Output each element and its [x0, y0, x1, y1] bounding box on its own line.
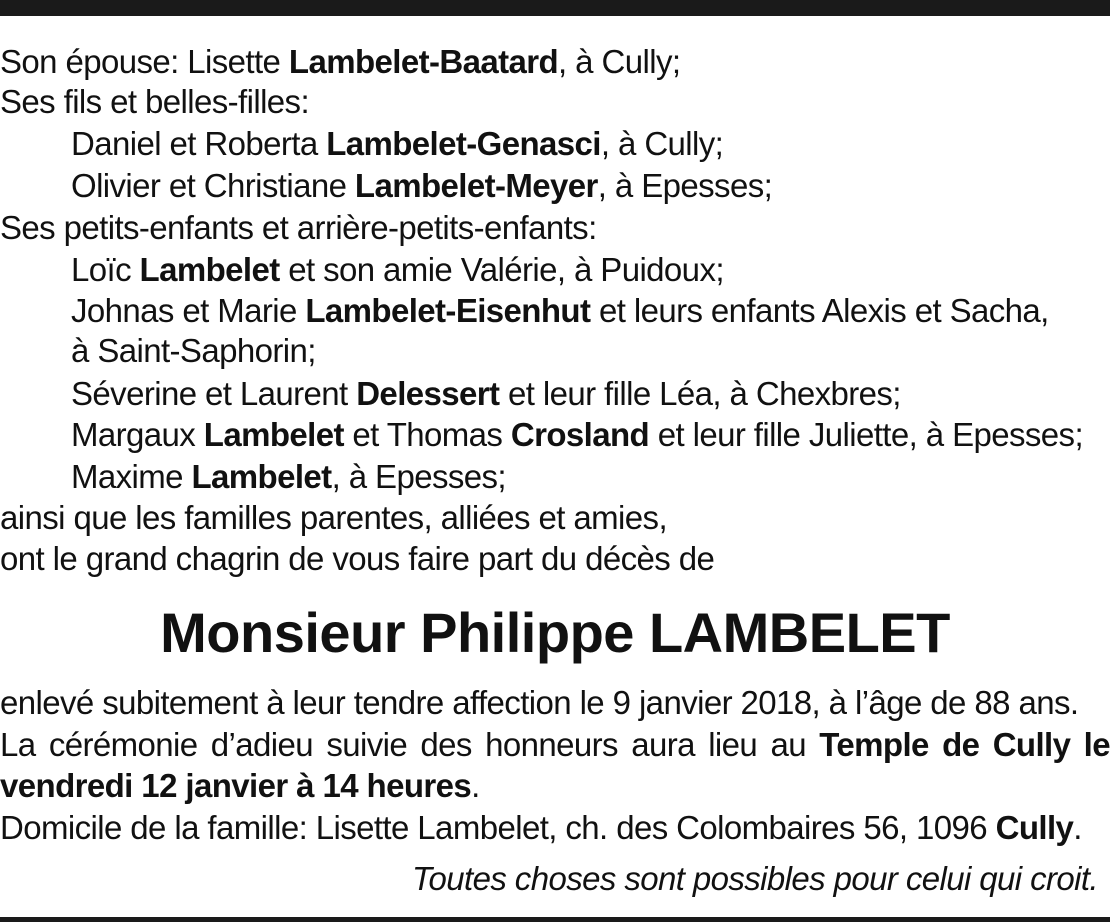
bottom-rule — [0, 917, 1110, 922]
grandchild-line-3: Séverine et Laurent Delessert et leur fille Léa, à Chexbres; — [71, 375, 901, 412]
spouse-line: Son épouse: Lisette Lambelet-Baatard, à Cully; — [0, 43, 681, 80]
domicile-line: Domicile de la famille: Lisette Lambelet, ch. des Colombaires 56, 1096 Cully. — [0, 809, 1082, 846]
ceremony-line-1: La cérémonie d’adieu suivie des honneurs aura lieu au Temple de Cully le — [0, 726, 1110, 763]
grandchild-line-5: Maxime Lambelet, à Epesses; — [71, 458, 506, 495]
grandchild-line-4: Margaux Lambelet et Thomas Crosland et leur fille Juliette, à Epesses; — [71, 416, 1084, 453]
top-rule — [0, 0, 1110, 16]
grandchild-line-1: Loïc Lambelet et son amie Valérie, à Puidoux; — [71, 251, 724, 288]
verse: Toutes choses sont possibles pour celui qui croit. — [411, 860, 1098, 897]
ceremony-line-2: vendredi 12 janvier à 14 heures. — [0, 767, 480, 804]
announcement-line: ont le grand chagrin de vous faire part du décès de — [0, 540, 715, 577]
deceased-name: Monsieur Philippe LAMBELET — [160, 601, 950, 664]
death-line: enlevé subitement à leur tendre affection le 9 janvier 2018, à l’âge de 88 ans. — [0, 684, 1079, 721]
grandchildren-heading: Ses petits-enfants et arrière-petits-enfants: — [0, 209, 597, 246]
son-line-2: Olivier et Christiane Lambelet-Meyer, à Epesses; — [71, 167, 773, 204]
grandchild-line-2-cont: à Saint-Saphorin; — [71, 332, 316, 369]
families-line: ainsi que les familles parentes, alliées et amies, — [0, 499, 668, 536]
son-line-1: Daniel et Roberta Lambelet-Genasci, à Cully; — [71, 125, 724, 162]
sons-heading: Ses fils et belles-filles: — [0, 83, 310, 120]
grandchild-line-2: Johnas et Marie Lambelet-Eisenhut et leurs enfants Alexis et Sacha, — [71, 292, 1049, 329]
